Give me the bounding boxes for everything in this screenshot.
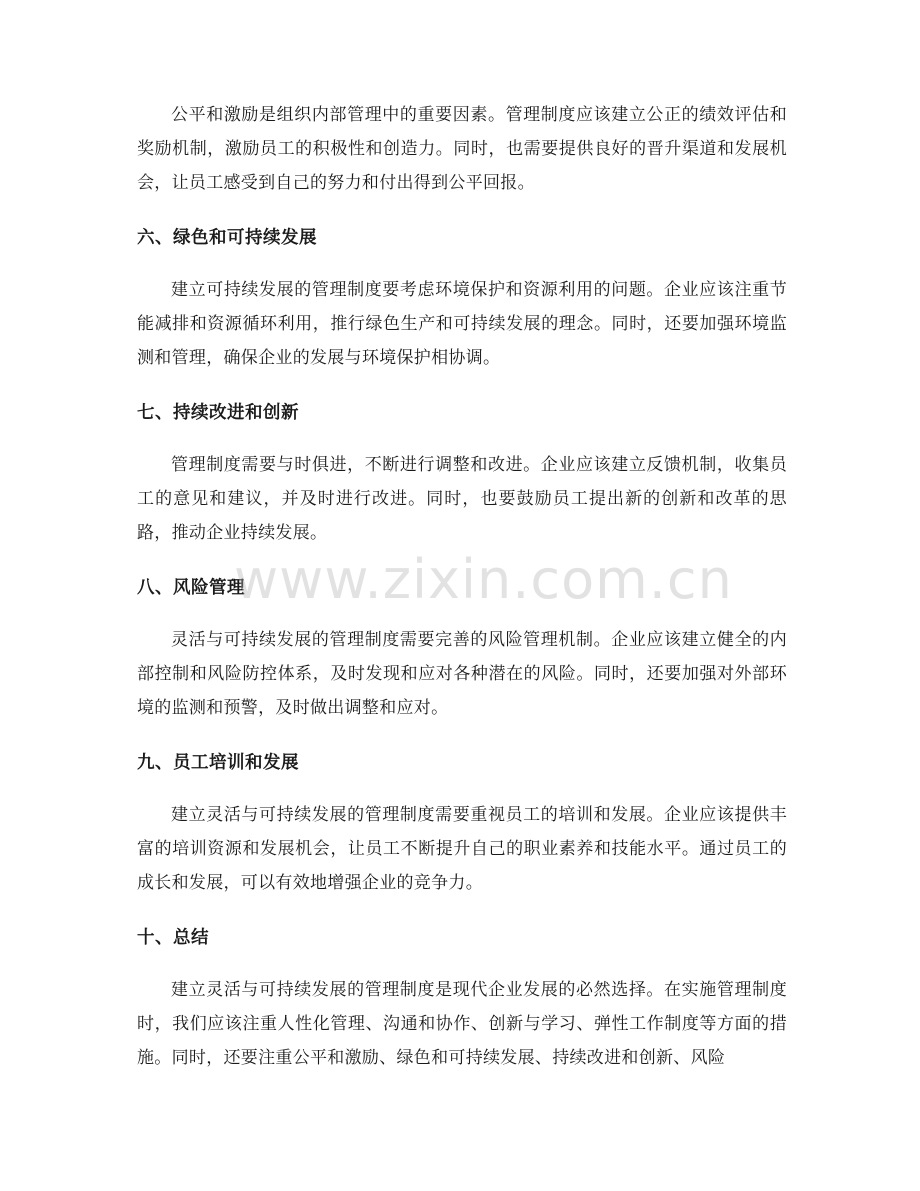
section-heading: 六、绿色和可持续发展 [137, 228, 317, 248]
section-9 [137, 746, 787, 900]
section-10 [137, 921, 787, 1075]
section-body: 建立灵活与可持续发展的管理制度是现代企业发展的必然选择。在实施管理制度时，我们应该注重人性化管理、沟通和协作、创新与学习、弹性工作制度等方面的措施。同时，还要注重公平和激励、绿色和可持续发展、持续改进和创新、风险 [137, 980, 787, 1068]
intro-paragraph: 公平和激励是组织内部管理中的重要因素。管理制度应该建立公正的绩效评估和奖励机制，激励员工的积极性和创造力。同时，也需要提供良好的晋升渠道和发展机会，让员工感受到自己的努力和付出得到公平回报。 [137, 105, 787, 193]
section-6 [137, 221, 787, 375]
section-body: 管理制度需要与时俱进，不断进行调整和改进。企业应该建立反馈机制，收集员工的意见和建议，并及时进行改进。同时，也要鼓励员工提出新的创新和改革的思路，推动企业持续发展。 [137, 455, 787, 543]
watermark: www.zixin.com.cn [234, 548, 733, 611]
section-body: 建立可持续发展的管理制度要考虑环境保护和资源利用的问题。企业应该注重节能减排和资源循环利用，推行绿色生产和可持续发展的理念。同时，还要加强环境监测和管理，确保企业的发展与环境保护相协调。 [137, 280, 787, 368]
section-body: 建立灵活与可持续发展的管理制度需要重视员工的培训和发展。企业应该提供丰富的培训资源和发展机会，让员工不断提升自己的职业素养和技能水平。通过员工的成长和发展，可以有效地增强企业的竞争力。 [137, 805, 787, 893]
section-heading: 十、总结 [137, 928, 209, 948]
section-heading: 九、员工培训和发展 [137, 753, 299, 773]
document-content [137, 98, 787, 1075]
section-7 [137, 396, 787, 550]
section-body: 灵活与可持续发展的管理制度需要完善的风险管理机制。企业应该建立健全的内部控制和风险防控体系，及时发现和应对各种潜在的风险。同时，还要加强对外部环境的监测和预警，及时做出调整和应对。 [137, 630, 787, 718]
section-heading: 七、持续改进和创新 [137, 403, 299, 423]
section-8 [137, 571, 787, 725]
section-heading: 八、风险管理 [137, 578, 245, 598]
